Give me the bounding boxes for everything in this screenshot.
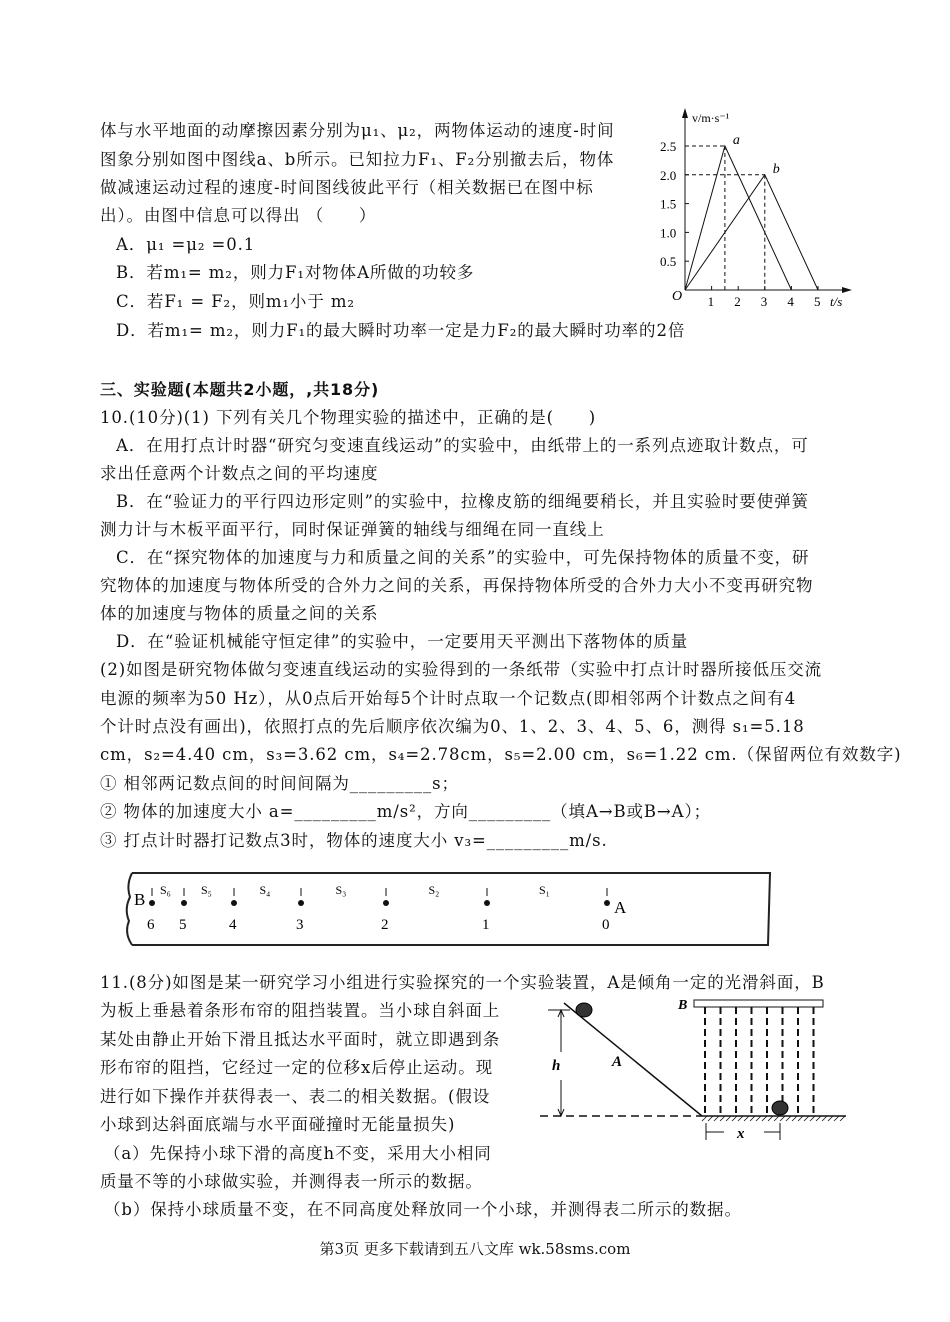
- q10-line: ② 物体的加速度大小 a=_________m/s²，方向_________（填A→B或B→A）；: [100, 802, 712, 821]
- velocity-time-graph: [650, 100, 870, 310]
- q11-line: 质量不等的小球做实验，并测得表一所示的数据。: [100, 1172, 483, 1191]
- q10-line: (2)如图是研究物体做匀变速直线运动的实验得到的一条纸带（实验中打点计时器所接低压交流: [100, 660, 823, 679]
- x-tick-label: 2: [734, 294, 741, 309]
- incline-line: [564, 1003, 702, 1116]
- q10-line: cm，s₂=4.40 cm，s₃=3.62 cm，s₄=2.78cm，s₅=2.00 cm，s₆=1.22 cm.（保留两位有效数字): [100, 745, 902, 764]
- q11-line: （a）先保持小球下滑的高度h不变，采用大小相同: [104, 1144, 492, 1163]
- q10-line: 电源的频率为50 Hz），从0点后开始每5个计时点取一个记数点(即相邻两个计数点之间有4: [100, 689, 797, 708]
- q10-line: 个计时点没有画出)，依照打点的先后顺序依次编为0、1、2、3、4、5、6，测得 s₁=5.18: [100, 717, 805, 736]
- paper-tape-diagram: [120, 865, 780, 955]
- q9-option-b: B．若m₁= m₂，则力F₁对物体A所做的功较多: [116, 263, 475, 282]
- segment-label: S₃: [335, 883, 347, 897]
- segment-label: S₆: [160, 883, 171, 897]
- x-tick-label: 3: [760, 294, 768, 309]
- q10-line: ① 相邻两记数点间的时间间隔为_________s；: [100, 774, 459, 793]
- tape-dot: [298, 900, 304, 906]
- x-tick-label: 1: [707, 294, 715, 309]
- ball-top: [576, 1003, 592, 1017]
- x-tick-label: 4: [787, 294, 794, 309]
- q10-line: 求出任意两个计数点之间的平均速度: [100, 464, 379, 483]
- point-label: 3: [296, 917, 304, 933]
- segment-label: S₅: [201, 883, 212, 897]
- q11-line: （b）保持小球质量不变，在不同高度处释放同一个小球，并测得表二所示的数据。: [104, 1200, 742, 1219]
- y-tick-label: 1.5: [660, 196, 677, 212]
- segment-label: S₄: [259, 883, 271, 897]
- series-label: a: [732, 133, 740, 148]
- series-label: b: [772, 161, 780, 177]
- y-tick-label: 2.5: [660, 139, 677, 154]
- q10-line: 究物体的加速度与物体所受的合外力之间的关系，再保持物体所受的合外力大小不变再研究物: [100, 576, 814, 595]
- tape-dot: [149, 900, 155, 906]
- point-label: 6: [147, 917, 155, 933]
- y-axis-label: v/m·s⁻¹: [692, 111, 730, 125]
- q9-option-a: A．μ₁ =μ₂ =0.1: [116, 235, 256, 254]
- tape-end-b: B: [134, 890, 146, 909]
- q11-line: 11.(8分)如图是某一研究学习小组进行实验探究的一个实验装置，A是倾角一定的光滑斜面，B: [100, 973, 825, 992]
- tape-end-a: A: [614, 898, 627, 917]
- segment-label: S₂: [428, 883, 440, 897]
- q9-line: 做减速运动过程的速度-时间图线彼此平行（相关数据已在图中标: [100, 178, 594, 197]
- q11-line: 进行如下操作并获得表一、表二的相关数据。(假设: [100, 1087, 491, 1106]
- q10-line: D．在“验证机械能守恒定律”的实验中，一定要用天平测出下落物体的质量: [116, 632, 689, 651]
- q10-line: 体的加速度与物体的质量之间的关系: [100, 604, 379, 623]
- y-tick-label: 2.0: [660, 167, 677, 183]
- q9-line: 出）。由图中信息可以得出 （ ）: [100, 206, 377, 225]
- tape-dot: [604, 900, 610, 906]
- x-tick-label: 5: [814, 294, 821, 309]
- label-B: B: [678, 998, 688, 1013]
- q9-option-c: C．若F₁ = F₂，则m₁小于 m₂: [116, 292, 355, 311]
- q10-line: B．在“验证力的平行四边形定则”的实验中，拉橡皮筋的细绳要稍长，并且实验时要使弹簧: [116, 492, 809, 511]
- q10-line: 10.(10分)(1) 下列有关几个物理实验的描述中，正确的是( ): [100, 408, 597, 427]
- q9-option-d: D．若m₁= m₂，则力F₁的最大瞬时功率一定是力F₂的最大瞬时功率的2倍: [116, 321, 686, 340]
- q10-line: ③ 打点计时器打记数点3时，物体的速度大小 v₃=_________m/s.: [100, 831, 608, 850]
- point-label: 2: [381, 917, 389, 933]
- apparatus-diagram: [540, 990, 860, 1150]
- origin-label: O: [672, 289, 683, 304]
- tape-dot: [484, 900, 490, 906]
- q11-line: 小球到达斜面底端与水平面碰撞时无能量损失): [100, 1115, 456, 1134]
- q9-line: 图象分别如图中图线a、b所示。已知拉力F₁、F₂分别撤去后，物体: [100, 150, 615, 169]
- series-line-b: [685, 175, 818, 290]
- tape-dot: [383, 900, 389, 906]
- q9-line: 体与水平地面的动摩擦因素分别为μ₁、μ₂，两物体运动的速度-时间: [100, 121, 615, 140]
- point-label: 4: [229, 917, 237, 933]
- label-h: h: [552, 1058, 561, 1074]
- section-title: 三、实验题(本题共2小题，,共18分): [100, 380, 380, 399]
- q10-line: 测力计与木板平面平行，同时保证弹簧的轴线与细绳在同一直线上: [100, 520, 605, 539]
- q11-line: 形布帘的阻挡，它经过一定的位移x后停止运动。现: [100, 1058, 494, 1077]
- point-label: 1: [482, 917, 490, 933]
- point-label: 5: [179, 917, 187, 933]
- x-axis-label: t/s: [830, 294, 843, 309]
- ball-bottom: [772, 1101, 788, 1115]
- q11-line: 某处由静止开始下滑且抵达水平面时，就立即遇到条: [100, 1030, 501, 1049]
- segment-label: S₁: [539, 883, 550, 897]
- tape-dot: [181, 900, 187, 906]
- q10-line: C．在“探究物体的加速度与力和质量之间的关系”的实验中，可先保持物体的质量不变，研: [116, 548, 810, 567]
- q10-line: A．在用打点计时器“研究匀变速直线运动”的实验中，由纸带上的一系列点迹取计数点，可: [116, 436, 809, 455]
- label-A: A: [612, 1054, 623, 1070]
- label-x: x: [737, 1126, 745, 1142]
- y-tick-label: 0.5: [660, 254, 677, 270]
- point-label: 0: [602, 917, 610, 933]
- y-tick-label: 1.0: [660, 225, 677, 241]
- page-footer: 第3页 更多下载请到五八文库 wk.58sms.com: [319, 1240, 631, 1258]
- curtain-board: [694, 1000, 823, 1007]
- tape-dot: [231, 900, 237, 906]
- q11-line: 为板上垂悬着条形布帘的阻挡装置。当小球自斜面上: [100, 1001, 501, 1020]
